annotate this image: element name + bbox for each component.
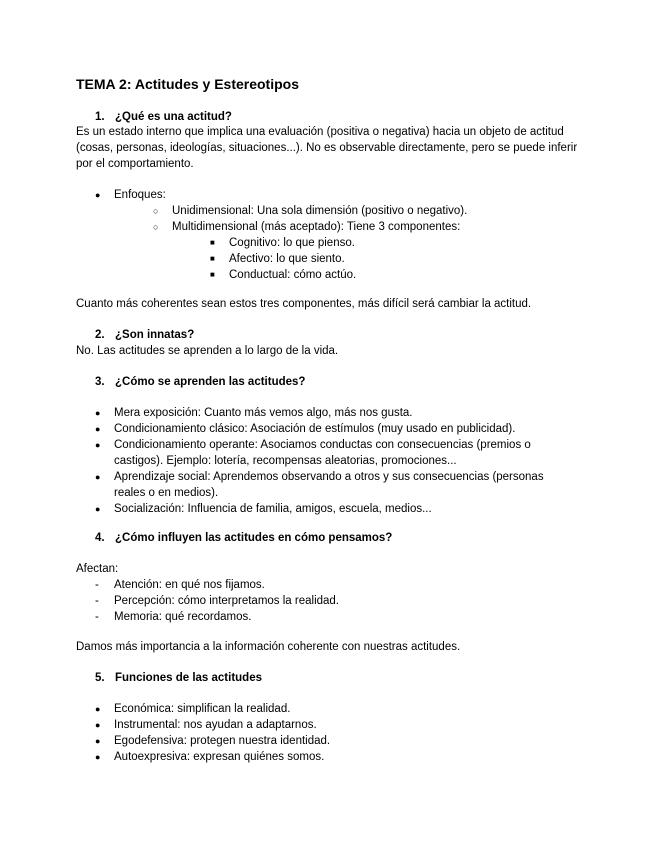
enfoque-multidimensional (153, 219, 565, 283)
enfoque-unidimensional: ○ Unidimensional: Una sola dimensión (positivo o negativo). (153, 203, 565, 219)
section-2-title: ¿Son innatas? (115, 329, 195, 341)
enfoques-item (95, 187, 565, 283)
section-3-title: ¿Cómo se aprenden las actitudes? (115, 376, 306, 388)
learning-list (95, 405, 565, 517)
function-item-egodefensiva: ● Egodefensiva: protegen nuestra identidad. (95, 733, 565, 749)
influence-item-atencion: - Atención: en qué nos fijamos. (95, 577, 495, 593)
component-afectivo: ■ Afectivo: lo que siento. (210, 251, 565, 267)
section-2-body: No. Las actitudes se aprenden a lo largo de la vida. (76, 345, 339, 357)
functions-list (95, 701, 565, 765)
section-5-heading (95, 670, 262, 686)
section-1-closing: Cuanto más coherentes sean estos tres componentes, más difícil será cambiar la actitud. (76, 298, 532, 310)
component-cognitivo: ■ Cognitivo: lo que pienso. (210, 235, 565, 251)
influence-list (95, 577, 495, 625)
function-item-economica: ● Económica: simplifican la realidad. (95, 701, 565, 717)
section-2-heading (95, 327, 194, 343)
section-1-title: ¿Qué es una actitud? (115, 111, 232, 123)
components-list (210, 235, 565, 283)
function-item-autoexpresiva: ● Autoexpresiva: expresan quiénes somos. (95, 749, 565, 765)
section-5-title: Funciones de las actitudes (115, 672, 262, 684)
learning-item-mera-exposicion: ● Mera exposición: Cuanto más vemos algo, más nos gusta. (95, 405, 565, 421)
learning-item-condicionamiento-clasico: ● Condicionamiento clásico: Asociación de estímulos (muy usado en publicidad). (95, 421, 565, 437)
section-3-number: 3. (95, 376, 105, 388)
section-1-body: Es un estado interno que implica una evaluación (positiva o negativa) hacia un objeto de actitud (cosas, personas, ideologías, situaciones...). No es observable directamente, pero se puede inferir por el comportamiento. (76, 126, 578, 170)
learning-item-condicionamiento-operante: ● Condicionamiento operante: Asociamos conductas con consecuencias (premios o castigos). Ejemplo: lotería, recompensas aleatorias, promociones... (95, 437, 565, 469)
document-title: TEMA 2: Actitudes y Estereotipos (76, 76, 300, 92)
component-conductual: ■ Conductual: cómo actúo. (210, 267, 565, 283)
function-item-instrumental: ● Instrumental: nos ayudan a adaptarnos. (95, 717, 565, 733)
section-3-heading (95, 374, 305, 390)
section-4-title: ¿Cómo influyen las actitudes en cómo pensamos? (115, 532, 393, 544)
influence-item-memoria: - Memoria: qué recordamos. (95, 609, 495, 625)
section-2-number: 2. (95, 329, 105, 341)
learning-item-aprendizaje-social: ● Aprendizaje social: Aprendemos observando a otros y sus consecuencias (personas reales o en medios). (95, 469, 565, 501)
enfoques-list (95, 187, 565, 283)
section-4-closing: Damos más importancia a la información coherente con nuestras actitudes. (76, 641, 461, 653)
section-5-number: 5. (95, 672, 105, 684)
section-4-heading (95, 530, 392, 546)
influence-item-percepcion: - Percepción: cómo interpretamos la realidad. (95, 593, 495, 609)
section-4-intro: Afectan: (76, 563, 119, 575)
multidimensional-label: Multidimensional (más aceptado): Tiene 3 componentes: (172, 221, 461, 233)
learning-item-socializacion: ● Socialización: Influencia de familia, amigos, escuela, medios... (95, 501, 565, 517)
section-1-heading (95, 109, 232, 125)
enfoques-label: Enfoques: (114, 189, 166, 201)
enfoques-sublist (153, 203, 565, 283)
section-4-number: 4. (95, 532, 105, 544)
section-1-number: 1. (95, 111, 105, 123)
